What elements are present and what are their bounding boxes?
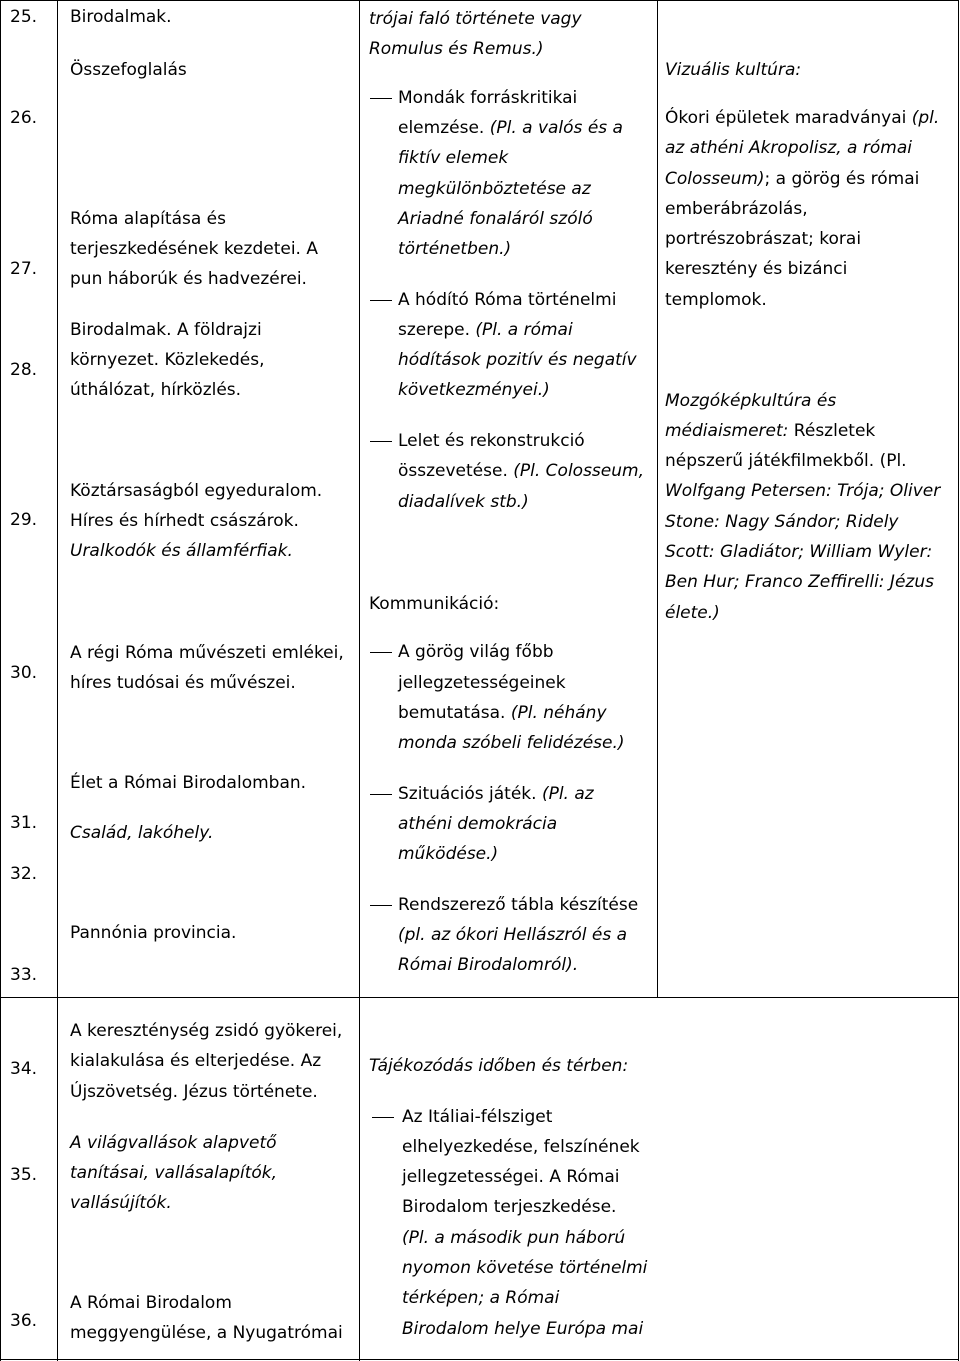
connection-text: Részletek [788,421,876,441]
connection-text [665,164,919,194]
activity-text: Ariadné fonaláról szóló [398,209,593,229]
lesson-number: 32. [10,864,38,884]
activity-text: jellegzetességeinek [398,673,566,693]
lesson-number: 33. [10,965,38,985]
activity-text [398,698,607,728]
activity-text: (Pl. a római [475,320,573,340]
dash-bullet [370,905,392,906]
table-border-activity [657,0,658,998]
activity-text: Rendszerező tábla készítése [398,895,639,915]
activity-text: nyomon követése történelmi [402,1258,648,1278]
activity-text: bemutatása. [398,703,511,723]
connection-text: emberábrázolás, [665,199,808,219]
activity-text: térképen; a Római [402,1288,560,1308]
activity-text: (Pl. az [541,784,594,804]
topic-text: kialakulása és elterjedése. Az [70,1051,322,1071]
topic-text: A Római Birodalom [70,1293,232,1313]
activity-text: összevetése. [398,461,514,481]
lesson-number: 35. [10,1165,38,1185]
dash-bullet [370,441,392,442]
connection-text: templomok. [665,290,767,310]
activity-text: trójai faló története vagy [369,9,582,29]
topic-text: Élet a Római Birodalomban. [70,773,307,793]
activity-text: szerepe. [398,320,476,340]
connection-text: népszerű játékfilmekből. [665,451,880,471]
dash-bullet [370,794,392,795]
topic-text: Pannónia provincia. [70,923,237,943]
activity-text [398,779,594,809]
topic-text: pun háborúk és hadvezérei. [70,269,307,289]
activity-text: hódítások pozitív és negatív [398,350,637,370]
connection-text: (Pl. [879,451,907,471]
table-border-left [0,0,1,1361]
lesson-number: 34. [10,1059,38,1079]
connection-text: Scott: Gladiátor; William Wyler: [665,542,933,562]
dash-bullet [372,1117,394,1118]
lesson-number: 28. [10,360,38,380]
connection-text [665,446,907,476]
activity-text: Birodalom terjeszkedése. [402,1197,617,1217]
activity-text: Lelet és rekonstrukció [398,431,585,451]
connection-text: Ben Hur; Franco Zeffirelli: Jézus [665,572,934,592]
dash-bullet [370,98,392,99]
connection-text: Stone: Nagy Sándor; Ridely [665,512,899,532]
activity-text: Római Birodalomról). [398,955,579,975]
activity-text: athéni demokrácia [398,814,558,834]
topic-text: A világvallások alapvető [70,1133,277,1153]
connection-text: élete.) [665,603,720,623]
connection-text: keresztény és bizánci [665,259,848,279]
topic-text: Híres és hírhedt császárok. [70,511,299,531]
activity-text: jellegzetességei. A Római [402,1167,620,1187]
topic-text: tanításai, vallásalapítók, [70,1163,278,1183]
connection-text: Ókori épületek maradványai [665,108,912,128]
topic-text: Uralkodók és államférfiak. [70,541,293,561]
activity-text: (Pl. a valós és a [489,118,623,138]
activity-text [398,456,644,486]
dash-bullet [370,652,392,653]
topic-text: híres tudósai és művészei. [70,673,296,693]
section-heading: Mozgóképkultúra és [665,391,837,411]
activity-text: diadalívek stb.) [398,492,529,512]
connection-text: az athéni Akropolisz, a római [665,138,912,158]
topic-text: úthálózat, hírközlés. [70,380,242,400]
lesson-number: 26. [10,108,38,128]
section-heading: Tájékozódás időben és térben: [369,1056,629,1076]
topic-text: terjeszkedésének kezdetei. A [70,239,318,259]
table-top-border [0,0,959,1]
activity-text: Romulus és Remus.) [369,39,544,59]
lesson-number: 36. [10,1311,38,1331]
lesson-number: 30. [10,663,38,683]
topic-text: Birodalmak. [70,7,172,27]
connection-text: portrészobrászat; korai [665,229,862,249]
table-border-num [57,0,58,1361]
activity-text [398,113,623,143]
activity-text: Mondák forráskritikai [398,88,578,108]
topic-text: Család, lakóhely. [70,823,214,843]
activity-text: A görög világ főbb [398,642,554,662]
lesson-number: 27. [10,259,38,279]
activity-text: történetben.) [398,239,512,259]
activity-text: Birodalom helye Európa mai [402,1319,644,1339]
connection-text: Colosseum) [665,169,765,189]
activity-text: A hódító Róma történelmi [398,290,617,310]
activity-text: Az Itáliai-félsziget [402,1107,553,1127]
table-mid-border [0,997,959,998]
activity-text: (Pl. Colosseum, [513,461,644,481]
connection-text: Wolfgang Petersen: Trója; Oliver [665,481,941,501]
activity-text [398,315,573,345]
topic-text: Újszövetség. Jézus története. [70,1082,318,1102]
topic-text: A kereszténység zsidó gyökerei, [70,1021,343,1041]
topic-text: vallásújítók. [70,1193,172,1213]
topic-text: környezet. Közlekedés, [70,350,265,370]
activity-text: monda szóbeli felidézése.) [398,733,625,753]
connection-text [665,416,875,446]
section-heading: Kommunikáció: [369,594,500,614]
section-heading: médiaismeret: [665,421,789,441]
topic-text: Összefoglalás [70,60,187,80]
dash-bullet [370,300,392,301]
activity-text: következményei.) [398,380,550,400]
activity-text: (pl. az ókori Hellászról és a [398,925,628,945]
activity-text: fiktív elemek [398,148,509,168]
lesson-number: 25. [10,7,38,27]
activity-text: (Pl. a második pun háború [402,1228,626,1248]
topic-text: Birodalmak. A földrajzi [70,320,262,340]
activity-text: elhelyezkedése, felszínének [402,1137,640,1157]
lesson-number: 29. [10,510,38,530]
table-border-right [958,0,959,1361]
activity-text: Szituációs játék. [398,784,542,804]
section-heading: Vizuális kultúra: [665,60,802,80]
activity-text: (Pl. néhány [510,703,607,723]
lesson-number: 31. [10,813,38,833]
activity-text: elemzése. [398,118,490,138]
activity-text: működése.) [398,844,499,864]
topic-text: meggyengülése, a Nyugatrómai [70,1323,343,1343]
topic-text: Köztársaságból egyeduralom. [70,481,323,501]
activity-text: megkülönböztetése az [398,179,591,199]
topic-text: Róma alapítása és [70,209,226,229]
connection-text [665,103,939,133]
connection-text: (pl. [911,108,940,128]
topic-text: A régi Róma művészeti emlékei, [70,643,344,663]
table-bottom-border [0,1359,959,1360]
connection-text: ; a görög és római [764,169,920,189]
table-border-topic [359,0,360,1361]
